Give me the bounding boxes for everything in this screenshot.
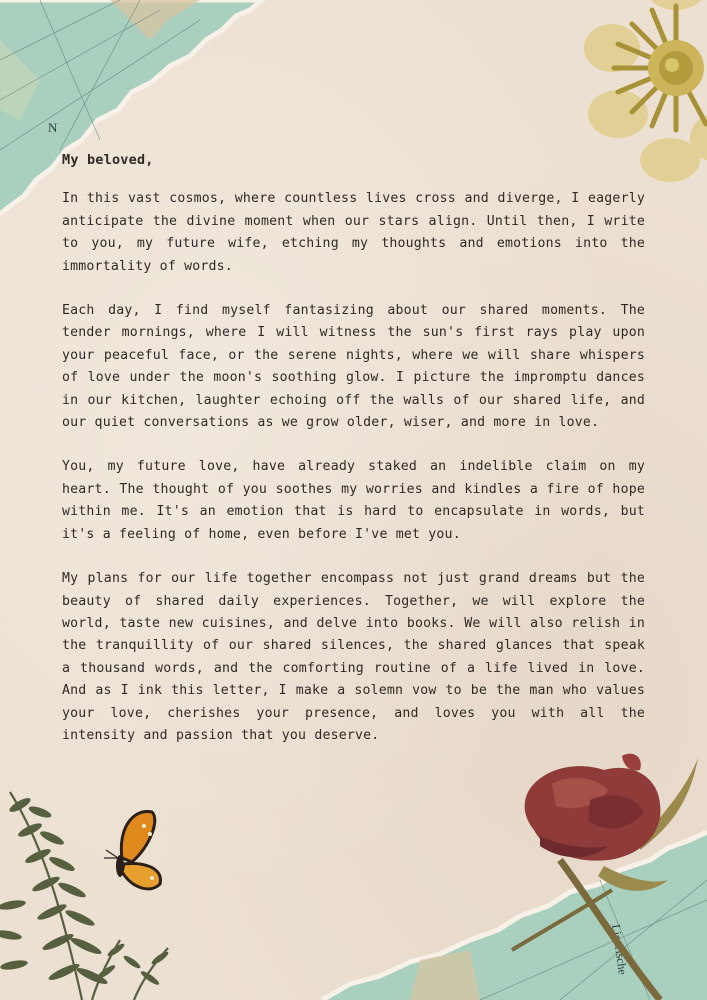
letter-paragraph: In this vast cosmos, where countless lives cross and diverge, I eagerly anticipate the divine moment when our stars align. Until then, I write to you, my future wife, etching my thoughts and emotions into the immortality of words. [62,191,645,274]
letter-paragraph: Each day, I find myself fantasizing about our shared moments. The tender mornings, where I will witness the sun's first rays play upon your peaceful face, or the serene nights, where we will share whispers of love under the moon's soothing glow. I picture the impromptu dances in our kitchen, laughter echoing off the walls of our shared life, and our quiet conversations as we grow older, wiser, and more in love. [62,303,645,431]
salutation: My beloved, [62,152,154,168]
map-label-n: N [48,120,58,135]
map-label-liparische: Liparische [609,923,630,976]
letter-body [62,149,645,769]
letter-paragraph: You, my future love, have already staked an indelible claim on my heart. The thought of you soothes my worries and kindles a fire of hope within me. It's an emotion that is hard to encapsulate in words, but it's a feeling of home, even before I've met you. [62,459,645,542]
letter-paragraph: My plans for our life together encompass not just grand dreams but the beauty of shared daily experiences. Together, we will explore the world, taste new cuisines, and delve into books. We will also relish in the tranquillity of our shared silences, the shared glances that speak a thousand words, and the comforting routine of a life lived in love. And as I ink this letter, I make a solemn vow to be the man who values your love, cherishes your presence, and loves you with all the intensity and passion that you deserve. [62,571,645,743]
